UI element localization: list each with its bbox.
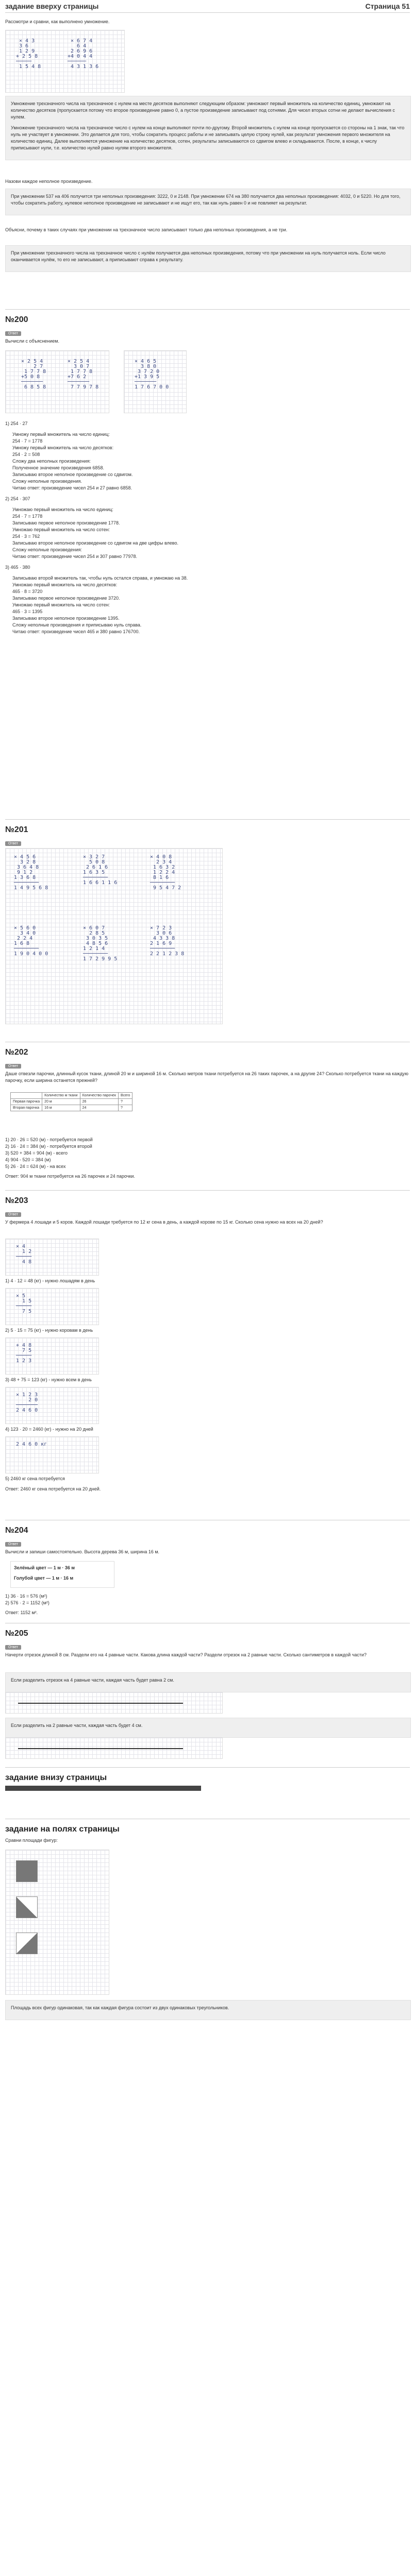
explain-2: Умножение трехзначного числа на трехзначное число с нулем на конце выполняют почти по-другому. Второй множитель с нулем на конце пропускается со стороны на 1 знак, так что нуль не участвует в умножении. Это делается для того, чтобы сократить процесс работы и не записывать целую строку нулей, как результат умножения первого множителя на количество единиц. Далее выполняется умножение на количество десятков, сотен, результаты записываются со сдвигом влево и складываются. После, в конце, к числу приписывают нули, т.е. количество нулей равно нулям второго множителя. <box>11 125 405 150</box>
margin-title: задание на полях страницы <box>5 1825 120 1834</box>
ex202-table: Количество м ткани Количество парочек Всего Первая парочка 20 м 26 ? Вторая парочка 16 м 24 ? <box>10 1092 132 1111</box>
segment-bar <box>5 1786 201 1791</box>
ex203-step-4: 4) 123 · 20 = 2460 (кг) - нужно на 20 дней <box>5 1427 93 1432</box>
segment <box>18 1748 183 1749</box>
ex203-calc-1: × 4 1 2 ───── 4 8 <box>16 1244 32 1265</box>
ex205-task: Начерти отрезок длиной 8 см. Раздели его на 4 равные части. Какова длина каждой части? Раздели отрезок на 2 равные части. Сколько сантиметров в каждой части? <box>5 1652 367 1657</box>
shape-square <box>16 1860 38 1882</box>
ex204-answer: Ответ: 1152 м². <box>5 1610 38 1615</box>
top-calc-grid <box>5 30 125 93</box>
ex204-task: Вычисли и запиши самостоятельно. Высота дерева 36 м, ширина 16 м. <box>5 1549 160 1554</box>
ex200-explanation: 1) 254 · 27 Умножу первый множитель на число единиц: 254 · 7 = 1778 Умножу первый множитель на число десятков: 254 · 2 = 508 Сложу два неполных произведения: Полученное значение произведения 6858. Записываю второе неполное произведение со сдвигом. Сложу неполные произведения. Читаю ответ: произведение чисел 254 и 27 равно 6858. 2) 254 · 307 Умножаю первый множитель на число единиц: 254 · 7 = 1778 Записываю первое неполное произведение 1778. Умножаю первый множитель на число сотен: 254 · 3 = 762 Записываю второе неполное произведение со сдвигом на две цифры влево. Сложу неполные произведения: Читаю ответ: произведение чисел 254 и 307 равно 77978. 3) 465 · 380 Записываю второй множитель так, чтобы нуль остался справа, и умножаю на 38. Умножаю первый множитель на число десятков: 465 · 8 = 3720 Записываю первое неполное произведение 3720. Умножаю первый множитель на число сотен: 465 · 3 = 1395 Записываю второе неполное произведение 1395. Сложу неполные произведения и приписываю нуль справа. Читаю ответ: произведение чисел 465 и 380 равно 176700. <box>5 420 263 635</box>
top-partial-question <box>5 178 410 189</box>
ex201-calc-grid <box>5 848 223 1024</box>
header-title: задание вверху страницы <box>5 2 99 10</box>
ex200-calc-grid-2 <box>124 350 187 413</box>
ex201-badge: Ответ <box>5 838 21 847</box>
top-intro: Рассмотри и сравни, как выполнено умножение. <box>5 19 110 24</box>
margin-task: Сравни площади фигур: <box>5 1838 58 1843</box>
ex202-title: №202 <box>5 1048 28 1057</box>
ex204-legend-1: Зелёный цвет — 1 м · 36 м <box>14 1565 75 1570</box>
ex201-calc-5: × 6 0 7 2 8 5 3 0 3 5 4 8 5 6 1 2 1 4 ──────── 1 7 2 9 9 5 <box>83 925 118 962</box>
explain-1: Умножение трехзначного числа на трехзначное с нулем на месте десятков выполняют следующим образом: умножают первый множитель на количество единиц, умножают на количество десятков (пропускается потому что второе произведение равно 0, а пустое произведение записывают под сотнями. Для чисел вторых сотни не делают вычисления с нулем. <box>11 101 395 120</box>
ex200-calc-2: × 2 5 4 3 0 7 1 7 7 8 +7 6 2 ─────── 7 7 9 7 8 <box>68 359 99 390</box>
ex205-note-2: Если разделить на 2 равные части, каждая часть будет 4 см. <box>11 1723 143 1728</box>
top-note-1 <box>5 189 411 215</box>
ex200-line-0: 1) 254 · 27 <box>5 421 28 426</box>
ex203-badge: Ответ <box>5 1209 21 1218</box>
ex205-badge: Ответ <box>5 1641 21 1651</box>
ex203-calc-3: + 4 8 7 5 ───── 1 2 3 <box>16 1343 32 1364</box>
top-p1: Назови каждое неполное произведение. <box>5 179 93 184</box>
ex204-diagram <box>10 1561 114 1588</box>
ex201-calc-6: × 7 2 3 3 0 6 4 3 3 8 2 1 6 9 ──────── 2 2 1 2 3 8 <box>150 925 185 957</box>
note-1: При умножении 537 на 406 получится три неполных произведения: 3222, 0 и 2148. При умножении 674 на 380 получается два неполных произведения: 4032, 0 и 5220. Но для того, чтобы сократить работу, нулевое неполное произведение не записывают и не ищут его, так как нуль равен 0 и не повлияет на результат. <box>11 194 401 206</box>
ex202-answer: Ответ: 904 м ткани потребуется на 26 парочек и 24 парочки. <box>5 1174 135 1179</box>
ex203-calc-2: × 5 1 5 ───── 7 5 <box>16 1293 32 1314</box>
ex205-line-grid-2 <box>5 1737 223 1759</box>
ex200-calc-grid <box>5 350 109 413</box>
ex204-badge: Ответ <box>5 1538 21 1548</box>
divider <box>5 1190 410 1191</box>
calc-2: × 6 7 4 6 4 2 6 9 6 +4 0 4 4 ────── 4 3 1 3 6 <box>68 38 99 70</box>
ex205-line-grid-1 <box>5 1692 223 1714</box>
ex200-badge: Ответ <box>5 328 21 337</box>
calc-1: × 4 3 3 6 1 2 9 + 2 5 8 ───── 1 5 4 8 <box>16 38 41 70</box>
ex203-step-1: 1) 4 · 12 = 48 (кг) - нужно лошадям в день <box>5 1278 95 1283</box>
ex203-calc-4: × 1 2 3 2 0 ─────── 2 4 6 0 <box>16 1392 38 1413</box>
ex202-badge: Ответ <box>5 1060 21 1070</box>
ex205-note: Если разделить отрезок на 4 равные части, каждая часть будет равна 2 см. <box>11 1677 174 1683</box>
ex205-note-box <box>5 1672 411 1692</box>
ex203-grid-5 <box>5 1436 99 1473</box>
ex203-calc-5: 2 4 6 0 кг <box>16 1442 47 1447</box>
segment <box>18 1703 183 1704</box>
ex201-calc-2: × 3 2 7 5 0 8 2 6 1 6 1 6 3 5 ──────── 1 6 6 1 1 6 <box>83 854 118 886</box>
divider <box>5 309 410 310</box>
ex204-title: №204 <box>5 1526 28 1535</box>
ex200-calc-3: × 4 6 5 3 8 0 3 7 2 0 +1 3 9 5 ─────── 1 7 6 7 0 0 <box>135 359 169 390</box>
bottom-title: задание внизу страницы <box>5 1773 107 1782</box>
divider <box>5 819 410 820</box>
ex203-grid-4 <box>5 1387 99 1424</box>
ex201-calc-3: × 4 0 8 2 3 4 1 6 3 2 1 2 2 4 8 1 6 ──────── 9 5 4 7 2 <box>150 854 181 891</box>
bottom-bar <box>5 1786 222 1811</box>
ex204-legend-2: Голубой цвет — 1 м · 16 м <box>14 1575 74 1581</box>
ex203-grid-3 <box>5 1337 99 1375</box>
ex203-step-2: 2) 5 · 15 = 75 (кг) - нужно коровам в день <box>5 1328 93 1333</box>
ex203-step-5: 5) 2460 кг сена потребуется <box>5 1476 65 1481</box>
margin-note: Площадь всех фигур одинаковая, так как каждая фигура состоит из двух одинаковых треугольников. <box>11 2005 229 2010</box>
ex203-grid-1 <box>5 1239 99 1276</box>
ex203-title: №203 <box>5 1196 28 1205</box>
ex200-title: №200 <box>5 315 28 324</box>
ex200-calc-1: × 2 5 4 2 7 1 7 7 8 +5 0 8 ─────── 6 8 5 8 <box>21 359 46 390</box>
ex202-task: Даше отвезли парочки, длинный кусок ткани, длиной 20 м и шириной 16 м. Сколько метров ткани потребуется на 26 таких парочек, а на другие 24? Сколько потребуется ткани на каждую парочку, если ширина останется прежней? <box>5 1071 409 1083</box>
ex203-answer: Ответ: 2460 кг сена потребуется на 20 дней. <box>5 1486 101 1492</box>
ex201-calc-4: × 5 6 0 3 4 0 2 2 4 1 6 8 ──────── 1 9 0 4 0 0 <box>14 925 48 957</box>
ex201-calc-1: × 4 5 6 3 2 8 3 6 4 8 9 1 2 1 3 6 8 ──────── 1 4 9 5 6 8 <box>14 854 48 891</box>
ex204-steps: 1) 36 · 16 = 576 (м²) 2) 576 · 2 = 1152 (м²) Ответ: 1152 м². <box>5 1593 410 1620</box>
top-note-2 <box>5 245 411 272</box>
page-header <box>5 1 410 13</box>
ex202-steps: 1) 20 · 26 = 520 (м) - потребуется первой 2) 16 · 24 = 384 (м) - потребуется второй 3) 520 + 384 = 904 (м) - всего 4) 904 - 520 = 384 (м) 5) 26 · 24 = 624 (м) - на всех Ответ: 904 м ткани потребуется на 26 парочек и 24 парочки. <box>5 1137 410 1184</box>
margin-shapes-grid <box>5 1850 109 1995</box>
ex200-task: Вычисли с объяснением. <box>5 338 59 344</box>
ex203-task: У фермера 4 лошади и 5 коров. Каждой лошади требуется по 12 кг сена в день, а каждой корове по 15 кг. Сколько сена нужно на всех на 20 дней? <box>5 1219 323 1225</box>
ex203-step-3: 3) 48 + 75 = 123 (кг) - нужно всем в день <box>5 1377 92 1382</box>
shape-triangle <box>16 1896 38 1918</box>
ex205-title: №205 <box>5 1629 28 1638</box>
ex203-grid-2 <box>5 1288 99 1325</box>
shape-triangle-2 <box>16 1933 38 1954</box>
divider <box>5 1767 410 1768</box>
ex205-note-box-2 <box>5 1718 411 1738</box>
ex201-title: №201 <box>5 825 28 834</box>
note-2: При умножении трехзначного числа на трехзначное число с нулём получается два неполных произведения, потому что при умножении на нуль получается ноль. Если число оканчивается нулём, то его не записывают, а приписывают справа к результату. <box>11 250 386 262</box>
top-explain-box <box>5 96 411 160</box>
top-question-2 <box>5 227 410 238</box>
margin-note-box <box>5 2000 411 2020</box>
page-number: Страница 51 <box>365 2 410 10</box>
top-p2: Объясни, почему в таких случаях при умножении на трехзначное число записывают только два неполных произведения, а не три. <box>5 227 288 232</box>
top-section <box>5 19 410 29</box>
